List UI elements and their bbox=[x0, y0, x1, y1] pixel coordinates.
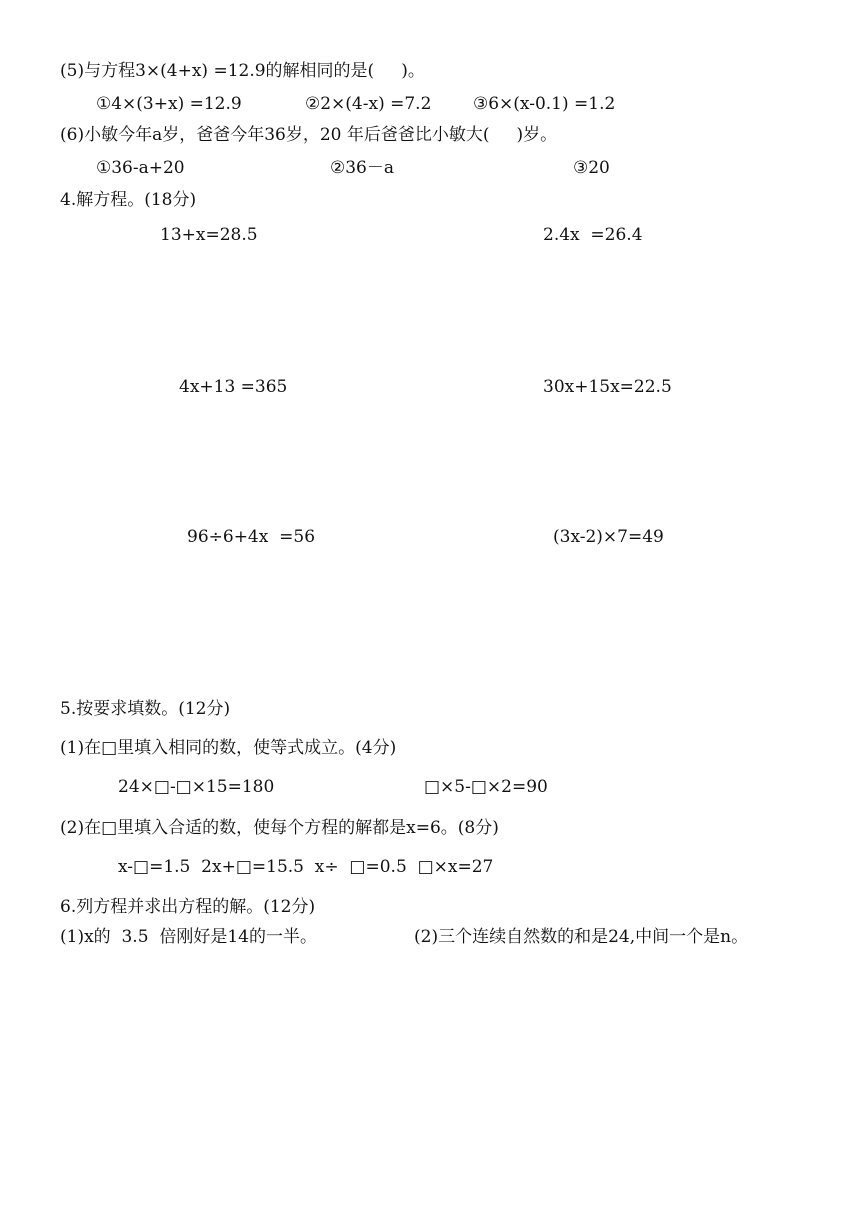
q4-equation-5: 96÷6+4x =56 bbox=[187, 527, 316, 547]
q3-item6-option-2: ②36－a bbox=[330, 158, 395, 178]
q5-part2-equations: x-□=1.5 2x+□=15.5 x÷ □=0.5 □×x=27 bbox=[118, 857, 494, 877]
q4-equation-2: 2.4x =26.4 bbox=[543, 225, 643, 245]
q4-equation-4: 30x+15x=22.5 bbox=[543, 377, 672, 397]
q5-part1-prompt: (1)在□里填入相同的数，使等式成立。(4分) bbox=[60, 738, 397, 758]
q4-title: 4.解方程。(18分) bbox=[60, 190, 197, 210]
q5-part1-equation-2: □×5-□×2=90 bbox=[424, 777, 548, 797]
q5-part1-equation-1: 24×□-□×15=180 bbox=[118, 777, 275, 797]
q4-equation-3: 4x+13 =365 bbox=[179, 377, 288, 397]
q5-part2-prompt: (2)在□里填入合适的数，使每个方程的解都是x=6。(8分) bbox=[60, 818, 499, 838]
q3-item5-question: (5)与方程3×(4+x) =12.9的解相同的是( )。 bbox=[60, 61, 425, 81]
q3-item5-option-2: ②2×(4-x) =7.2 bbox=[305, 94, 432, 114]
q3-item5-option-3: ③6×(x-0.1) =1.2 bbox=[473, 94, 616, 114]
q6-problem-2: (2)三个连续自然数的和是24,中间一个是n。 bbox=[414, 927, 749, 947]
q4-equation-6: (3x-2)×7=49 bbox=[553, 527, 664, 547]
q6-title: 6.列方程并求出方程的解。(12分) bbox=[60, 897, 316, 917]
q6-problem-1: (1)x的 3.5 倍刚好是14的一半。 bbox=[60, 927, 317, 947]
q5-title: 5.按要求填数。(12分) bbox=[60, 699, 231, 719]
q3-item6-option-3: ③20 bbox=[573, 158, 610, 178]
q3-item6-question: (6)小敏今年a岁，爸爸今年36岁，20 年后爸爸比小敏大( )岁。 bbox=[60, 125, 558, 145]
q3-item6-option-1: ①36-a+20 bbox=[96, 158, 185, 178]
q4-equation-1: 13+x=28.5 bbox=[160, 225, 258, 245]
q3-item5-option-1: ①4×(3+x) =12.9 bbox=[96, 94, 242, 114]
